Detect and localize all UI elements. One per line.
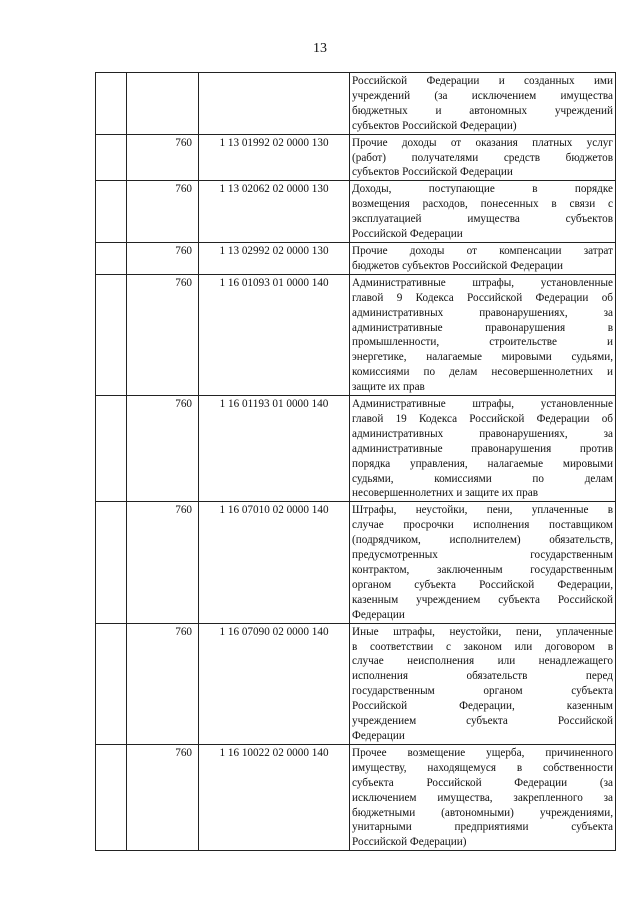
description-line: в соответствии с законом или договором в (352, 640, 613, 653)
empty-cell (96, 502, 127, 623)
description-line: административные правонарушения против (352, 442, 613, 455)
table-row (96, 242, 616, 274)
description-line: Федерации (352, 608, 405, 621)
admin-code-cell: 760 (127, 623, 199, 744)
empty-cell (96, 274, 127, 395)
admin-code-cell: 760 (127, 274, 199, 395)
description-line: Доходы, поступающие в порядке (352, 183, 613, 196)
table-row (96, 623, 616, 744)
description-line: субъектов Российской Федерации) (352, 119, 517, 132)
description-cell (350, 134, 616, 181)
empty-cell (96, 181, 127, 243)
description-line: органом субъекта Российской Федерации, (352, 578, 613, 591)
table-row (96, 744, 616, 850)
table-row (96, 396, 616, 502)
description-line: комиссиями по делам несовершеннолетних и (352, 366, 613, 379)
empty-cell (96, 73, 127, 135)
description-line: защите их прав (352, 381, 425, 394)
empty-cell (96, 242, 127, 274)
admin-code-cell (127, 73, 199, 135)
description-cell (350, 73, 616, 135)
budget-code-cell: 1 16 10022 02 0000 140 (199, 744, 350, 850)
description-line: исключением имущества, закрепленного за (352, 791, 613, 804)
description-line: Прочие доходы от компенсации затрат (352, 244, 613, 257)
description-line: главой 9 Кодекса Российской Федерации об (352, 291, 613, 304)
description-line: Российской Федерации и созданных ими (352, 75, 613, 87)
description-line: случае неисполнения или ненадлежащего (352, 655, 613, 668)
budget-code-cell: 1 13 02992 02 0000 130 (199, 242, 350, 274)
table-body (96, 73, 616, 851)
description-line: учреждений (за исключением имущества (352, 89, 613, 102)
description-line: энергетике, налагаемые мировыми судьями, (352, 351, 613, 364)
table-row (96, 73, 616, 135)
description-cell (350, 623, 616, 744)
budget-code-cell: 1 13 01992 02 0000 130 (199, 134, 350, 181)
description-line: возмещения расходов, понесенных в связи с (352, 198, 613, 211)
description-line: бюджетных и автономных учреждений (352, 104, 613, 117)
description-line: административных правонарушениях, за (352, 306, 613, 319)
budget-code-cell: 1 16 01193 01 0000 140 (199, 396, 350, 502)
description-line: Административные штрафы, установленные (352, 276, 613, 289)
description-line: административных правонарушениях, за (352, 427, 613, 440)
description-line: главой 19 Кодекса Российской Федерации об (352, 412, 613, 425)
description-line: Прочие доходы от оказания платных услуг (352, 136, 613, 149)
description-line: унитарными предприятиями субъекта (352, 821, 613, 834)
budget-code-cell: 1 16 01093 01 0000 140 (199, 274, 350, 395)
description-line: государственным органом субъекта (352, 685, 613, 698)
empty-cell (96, 744, 127, 850)
description-line: исполнения обязательств перед (352, 670, 613, 683)
description-line: Штрафы, неустойки, пени, уплаченные в (352, 504, 613, 517)
description-line: судьями, комиссиями по делам (352, 472, 613, 485)
description-line: порядка управления, налагаемые мировыми (352, 457, 613, 470)
description-line: административные правонарушения в (352, 321, 613, 334)
table-row (96, 134, 616, 181)
empty-cell (96, 623, 127, 744)
description-line: промышленности, строительстве и (352, 336, 613, 349)
budget-code-cell: 1 16 07010 02 0000 140 (199, 502, 350, 623)
admin-code-cell: 760 (127, 134, 199, 181)
admin-code-cell: 760 (127, 396, 199, 502)
empty-cell (96, 396, 127, 502)
description-line: случае просрочки исполнения поставщиком (352, 519, 613, 532)
description-line: несовершеннолетних и защите их прав (352, 487, 538, 500)
budget-code-cell: 1 16 07090 02 0000 140 (199, 623, 350, 744)
description-line: имуществу, находящемуся в собственности (352, 761, 613, 774)
description-line: казенным учреждением субъекта Российской (352, 593, 613, 606)
description-cell (350, 274, 616, 395)
description-line: Российской Федерации, казенным (352, 700, 613, 713)
description-line: учреждением субъекта Российской (352, 715, 613, 728)
description-line: Федерации (352, 729, 405, 742)
budget-code-cell: 1 13 02062 02 0000 130 (199, 181, 350, 243)
description-line: Российской Федерации (352, 228, 463, 241)
budget-code-cell (199, 73, 350, 135)
description-line: субъектов Российской Федерации (352, 166, 513, 179)
table-row (96, 274, 616, 395)
description-line: предусмотренных государственным (352, 549, 613, 562)
description-line: Прочее возмещение ущерба, причиненного (352, 746, 613, 759)
description-cell (350, 744, 616, 850)
description-line: (работ) получателями средств бюджетов (352, 151, 613, 164)
admin-code-cell: 760 (127, 744, 199, 850)
admin-code-cell: 760 (127, 502, 199, 623)
description-cell (350, 502, 616, 623)
revenue-codes-table (95, 72, 616, 851)
empty-cell (96, 134, 127, 181)
description-line: эксплуатацией имущества субъектов (352, 213, 613, 226)
description-line: (подрядчиком, исполнителем) обязательств, (352, 534, 613, 547)
description-cell (350, 242, 616, 274)
admin-code-cell: 760 (127, 181, 199, 243)
description-cell (350, 396, 616, 502)
description-line: бюджетными (автономными) учреждениями, (352, 806, 613, 819)
description-line: контрактом, заключенным государственным (352, 564, 613, 576)
description-line: субъекта Российской Федерации (за (352, 776, 613, 789)
description-cell (350, 181, 616, 243)
description-line: Иные штрафы, неустойки, пени, уплаченные (352, 625, 613, 638)
table-row (96, 181, 616, 243)
admin-code-cell: 760 (127, 242, 199, 274)
page-number: 13 (313, 41, 327, 56)
description-line: Административные штрафы, установленные (352, 398, 613, 411)
description-line: бюджетов субъектов Российской Федерации (352, 259, 564, 272)
description-line: Российской Федерации) (352, 836, 467, 849)
table-row (96, 502, 616, 623)
